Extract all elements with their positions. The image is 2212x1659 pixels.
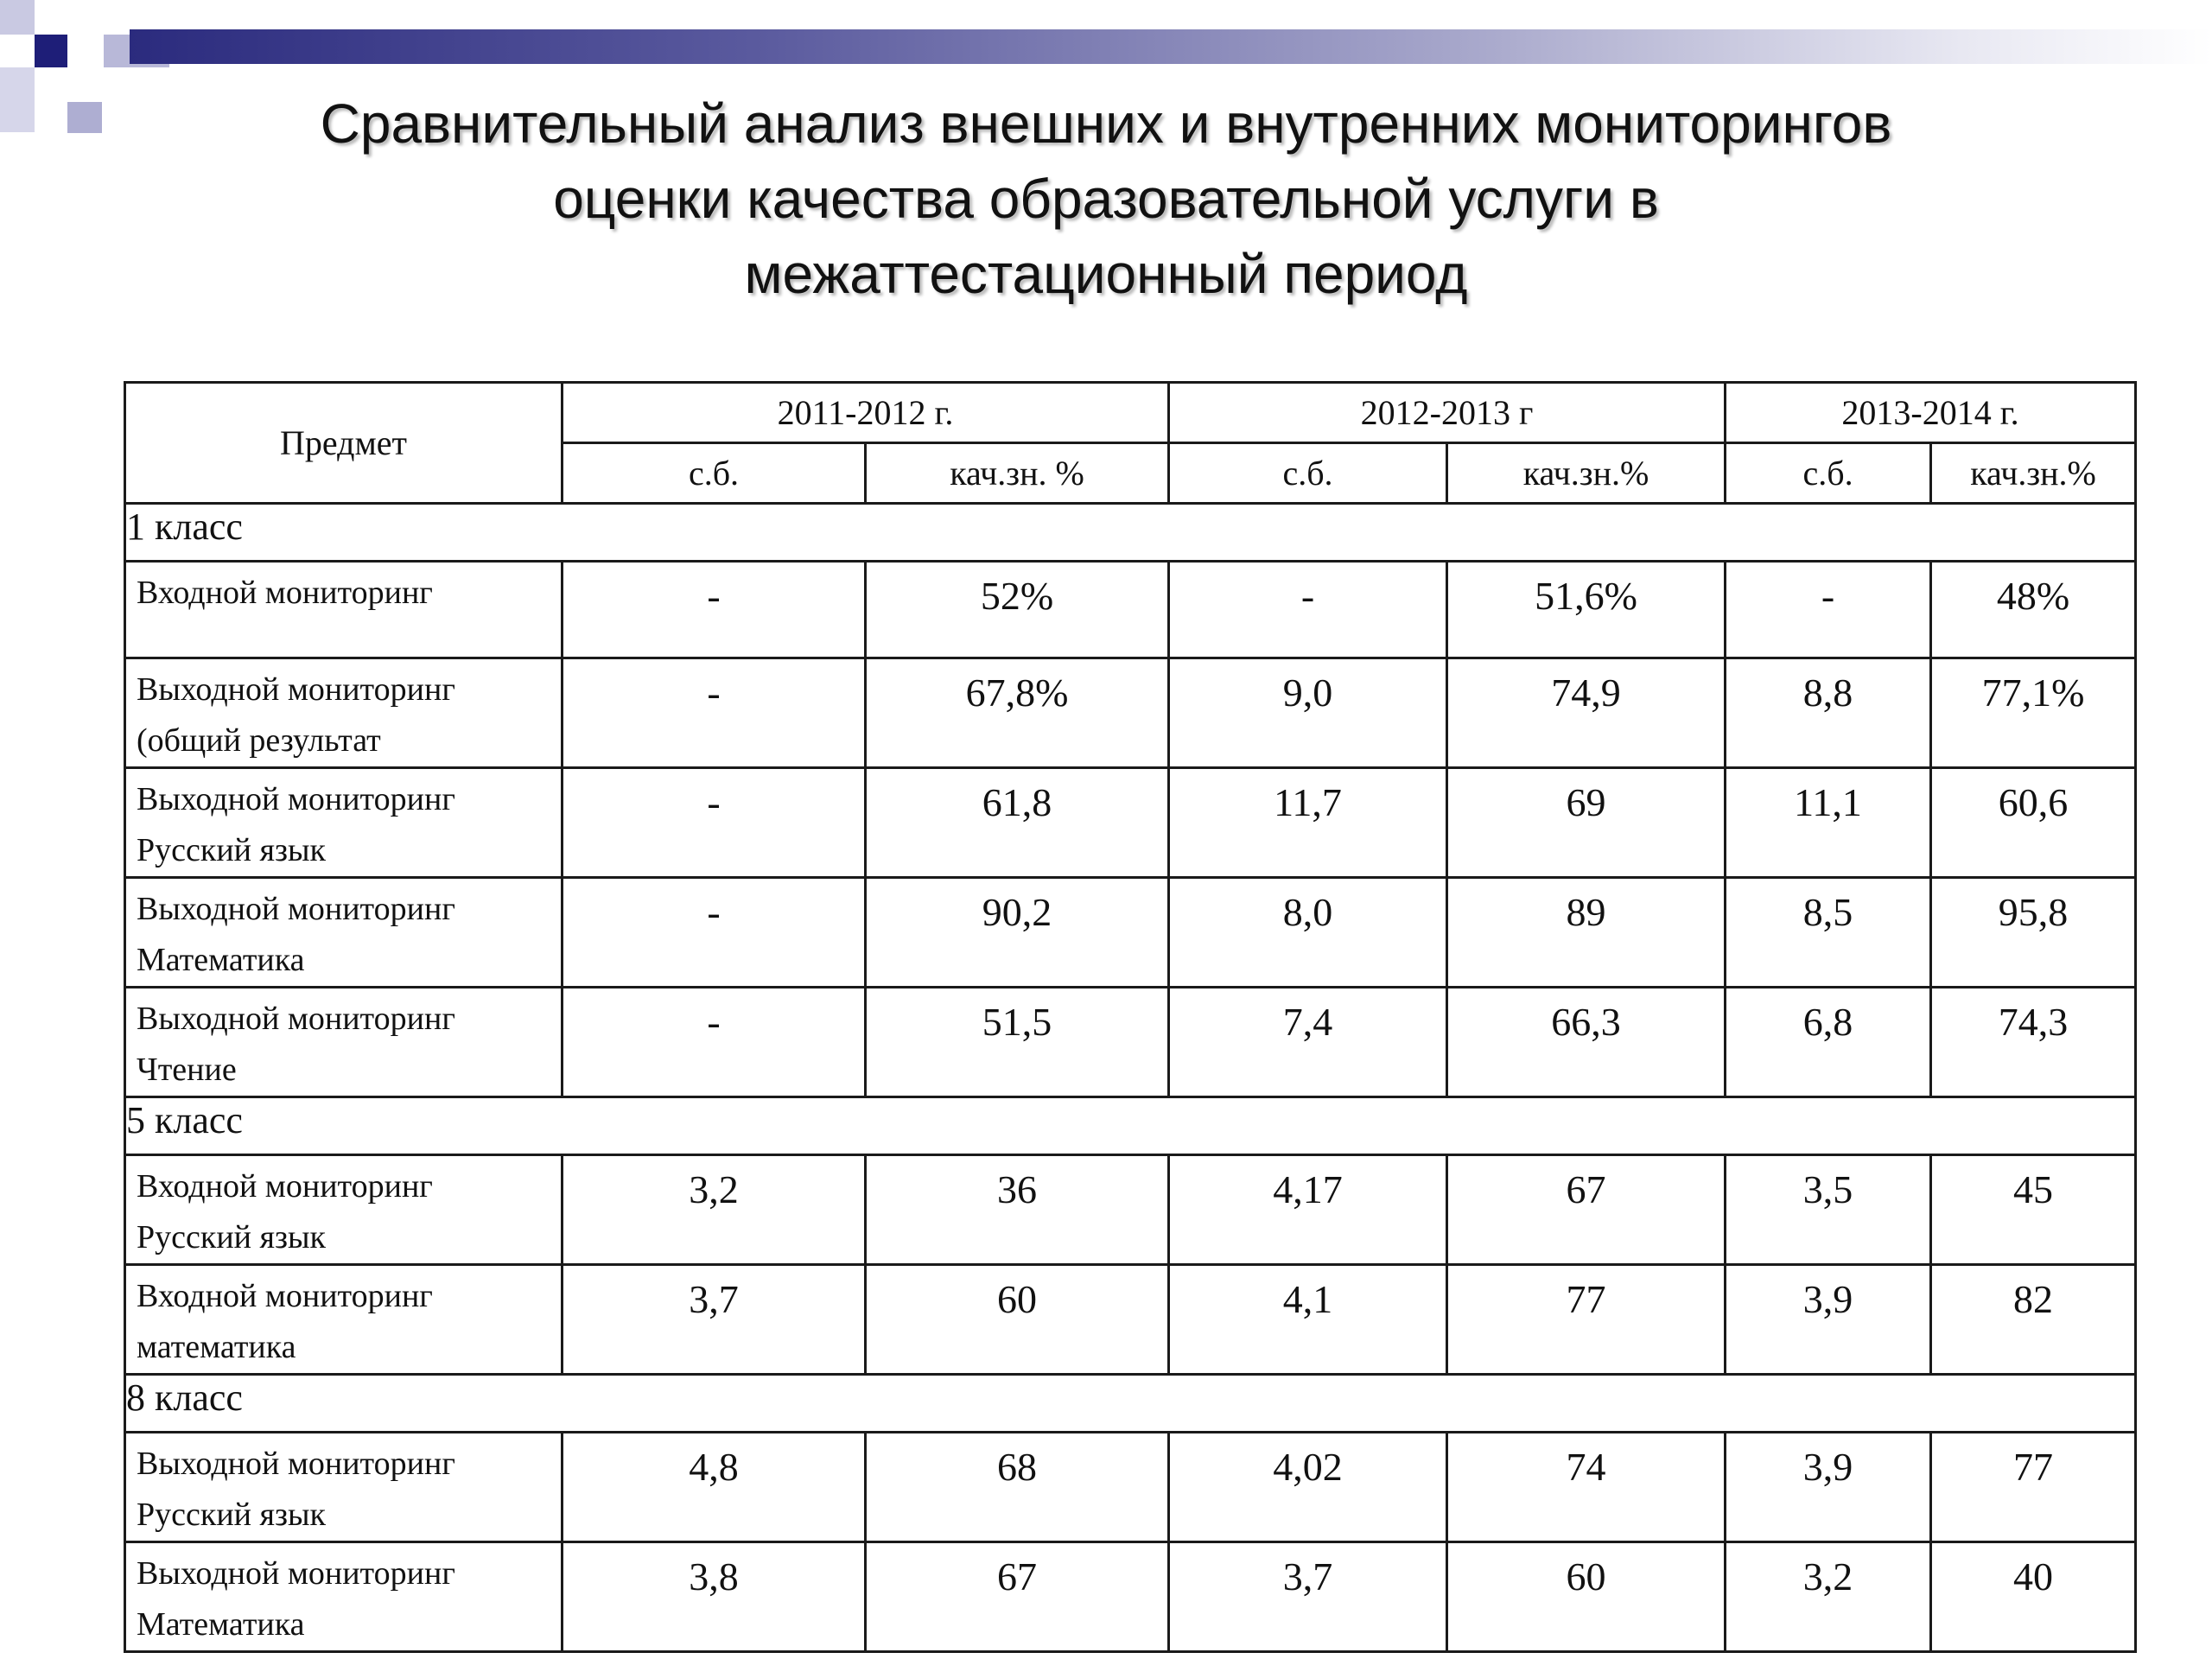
row-name-line: Выходной мониторинг [137, 781, 455, 817]
table-cell: 11,7 [1169, 768, 1447, 878]
deco-square-light-top [0, 0, 35, 35]
table-cell: 4,17 [1169, 1155, 1447, 1265]
row-name-line: Чтение [137, 1052, 237, 1088]
table-cell: 77 [1931, 1433, 2136, 1542]
table-cell: - [563, 658, 866, 768]
year-header: 2011-2012 г. [563, 383, 1169, 443]
metric-header: с.б. [563, 443, 866, 504]
table-cell: 77,1% [1931, 658, 2136, 768]
title-line-3: межаттестационный период [744, 243, 1468, 305]
table-cell: - [563, 988, 866, 1097]
table-cell: 45 [1931, 1155, 2136, 1265]
table-cell: 67,8% [866, 658, 1169, 768]
row-name-line: (общий результат [137, 722, 381, 759]
row-name [125, 1542, 563, 1652]
row-name [125, 1265, 563, 1375]
table-cell: 66,3 [1447, 988, 1726, 1097]
table-cell: 74 [1447, 1433, 1726, 1542]
table-row [125, 1155, 2136, 1265]
row-name-line: Выходной мониторинг [137, 1555, 455, 1592]
table-row [125, 768, 2136, 878]
row-name-line: Входной мониторинг [137, 575, 433, 611]
table-cell: 8,8 [1726, 658, 1931, 768]
table-cell: 36 [866, 1155, 1169, 1265]
metric-header: кач.зн.% [1447, 443, 1726, 504]
table-cell: 3,7 [563, 1265, 866, 1375]
table-cell: 8,0 [1169, 878, 1447, 988]
table-row [125, 658, 2136, 768]
table-cell: 60 [866, 1265, 1169, 1375]
table-cell: 6,8 [1726, 988, 1931, 1097]
table-cell: 3,2 [563, 1155, 866, 1265]
year-header: 2013-2014 г. [1726, 383, 2136, 443]
table-cell: 61,8 [866, 768, 1169, 878]
table-cell: 7,4 [1169, 988, 1447, 1097]
row-name-line: Выходной мониторинг [137, 1446, 455, 1482]
row-name [125, 988, 563, 1097]
table-cell: 3,5 [1726, 1155, 1931, 1265]
row-name-line: Русский язык [137, 1219, 326, 1255]
table-cell: 82 [1931, 1265, 2136, 1375]
row-name [125, 768, 563, 878]
section-row [125, 1375, 2136, 1433]
deco-square-dark [35, 35, 67, 67]
table-cell: 8,5 [1726, 878, 1931, 988]
row-name [125, 1433, 563, 1542]
table-cell: 95,8 [1931, 878, 2136, 988]
table-cell: 60 [1447, 1542, 1726, 1652]
metric-header: с.б. [1726, 443, 1931, 504]
table-cell: 89 [1447, 878, 1726, 988]
table-cell: 4,8 [563, 1433, 866, 1542]
table-cell: 3,2 [1726, 1542, 1931, 1652]
slide-title [0, 86, 2212, 312]
table-cell: 52% [866, 562, 1169, 658]
row-name [125, 1155, 563, 1265]
row-name [125, 658, 563, 768]
metric-header: кач.зн. % [866, 443, 1169, 504]
table-cell: - [1726, 562, 1931, 658]
table-row [125, 1542, 2136, 1652]
table-cell: - [563, 562, 866, 658]
table-cell: 67 [866, 1542, 1169, 1652]
section-label: 5 класс [125, 1097, 2136, 1155]
metric-header: с.б. [1169, 443, 1447, 504]
row-name-line: математика [137, 1329, 296, 1365]
year-header: 2012-2013 г [1169, 383, 1726, 443]
table-cell: 60,6 [1931, 768, 2136, 878]
row-name-line: Математика [137, 942, 305, 978]
row-name-line: Математика [137, 1606, 305, 1643]
table-cell: - [1169, 562, 1447, 658]
table-cell: - [563, 768, 866, 878]
row-name [125, 562, 563, 658]
table-cell: 51,6% [1447, 562, 1726, 658]
table-row [125, 1265, 2136, 1375]
subject-header: Предмет [125, 383, 563, 504]
table-cell: 3,9 [1726, 1433, 1931, 1542]
title-line-1: Сравнительный анализ внешних и внутренних мониторингов [320, 92, 1892, 155]
row-name-line: Входной мониторинг [137, 1278, 433, 1314]
section-row [125, 504, 2136, 562]
header-row-years [125, 383, 2136, 443]
table-cell: 67 [1447, 1155, 1726, 1265]
table-cell: 74,3 [1931, 988, 2136, 1097]
row-name [125, 878, 563, 988]
table-row [125, 562, 2136, 658]
row-name-line: Русский язык [137, 832, 326, 868]
row-name-line: Выходной мониторинг [137, 671, 455, 708]
monitoring-table [124, 381, 2137, 1653]
table-cell: 9,0 [1169, 658, 1447, 768]
table-cell: 3,9 [1726, 1265, 1931, 1375]
metric-header: кач.зн.% [1931, 443, 2136, 504]
table-cell: 69 [1447, 768, 1726, 878]
header-gradient-band [130, 29, 2212, 64]
table-cell: 40 [1931, 1542, 2136, 1652]
row-name-line: Выходной мониторинг [137, 1001, 455, 1037]
table-cell: 3,8 [563, 1542, 866, 1652]
table-cell: - [563, 878, 866, 988]
table-row [125, 878, 2136, 988]
section-row [125, 1097, 2136, 1155]
section-label: 8 класс [125, 1375, 2136, 1433]
row-name-line: Входной мониторинг [137, 1168, 433, 1205]
title-line-2: оценки качества образовательной услуги в [553, 168, 1659, 230]
table-cell: 74,9 [1447, 658, 1726, 768]
table-cell: 4,02 [1169, 1433, 1447, 1542]
table-cell: 68 [866, 1433, 1169, 1542]
section-label: 1 класс [125, 504, 2136, 562]
row-name-line: Выходной мониторинг [137, 891, 455, 927]
table-cell: 4,1 [1169, 1265, 1447, 1375]
table-cell: 11,1 [1726, 768, 1931, 878]
table-cell: 90,2 [866, 878, 1169, 988]
table-cell: 51,5 [866, 988, 1169, 1097]
table-row [125, 988, 2136, 1097]
deco-square-white [102, 0, 137, 33]
table-cell: 3,7 [1169, 1542, 1447, 1652]
table-cell: 77 [1447, 1265, 1726, 1375]
table-cell: 48% [1931, 562, 2136, 658]
row-name-line: Русский язык [137, 1497, 326, 1533]
table-row [125, 1433, 2136, 1542]
